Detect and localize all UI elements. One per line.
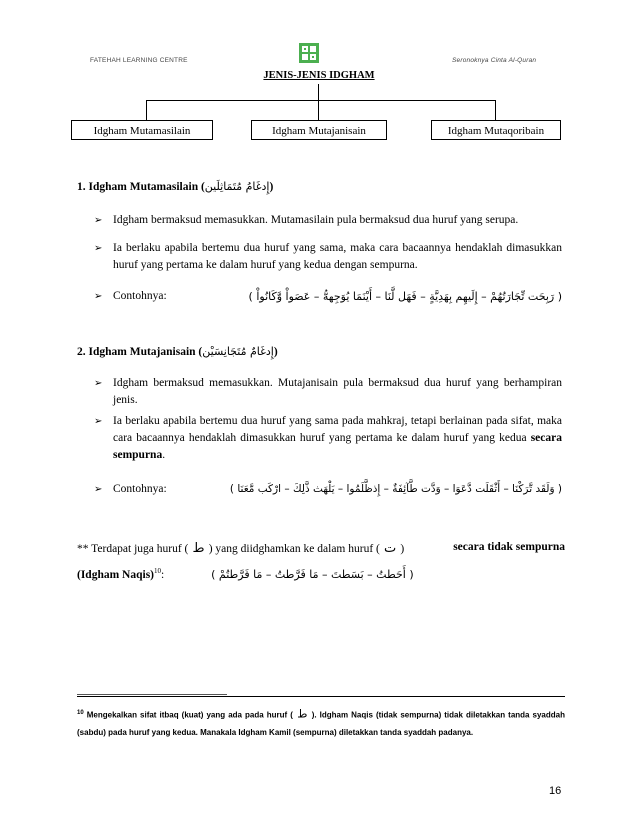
section2-bullet-3 xyxy=(94,481,562,498)
tree-box-mutaqoribain: Idgham Mutaqoribain xyxy=(431,120,561,140)
section2-bullet-2-text xyxy=(113,413,562,464)
arrow-bullet-icon: ➢ xyxy=(94,484,103,495)
naqis-note-line1 xyxy=(77,541,565,556)
section1-heading-label: 1. Idgham Mutamasilain ( xyxy=(77,181,205,193)
naqis-note-line2 xyxy=(77,567,414,581)
naqis-note-text xyxy=(77,541,404,556)
section1-bullet-1 xyxy=(94,212,562,229)
footnote-ref: 10 xyxy=(154,567,162,575)
tree-drop-right xyxy=(495,100,496,120)
section1-example-label: Contohnya: xyxy=(113,290,167,302)
section1-example-arabic: ( رَبِحَت تِّجَارَتُهُمْ – إِلَيهِم بِهَدِيَّةٍ – فَهَل لَّنَا – أَيْنَمَا يُوَجِههُّ – عَصَواْ وَّكَانُواْ ) xyxy=(248,290,562,303)
section2-bullet-2-post: . xyxy=(162,449,166,461)
naqis-note-mid2: ) xyxy=(400,543,405,555)
section1-heading-arabic: إِدغَامُ مُتَمَاثِلَين xyxy=(204,180,270,193)
footnote-separator xyxy=(77,694,227,695)
section2-example-arabic: ( وَلَقَد تَّرَكْنَا – أَثْقَلَت دَّعَوَا – وَدَّت طَّآئِفَةٌ – إِذظَّلَمُوا – يَلْهَث ذَّلِكَ – ارْكَب مَّعَنَا ) xyxy=(229,483,562,495)
section2-heading-close: ) xyxy=(273,346,278,358)
naqis-note-bold: secara tidak sempurna xyxy=(453,541,565,553)
section2-bullet-2 xyxy=(94,413,562,464)
section2-bullet-1-text: Idgham bermaksud memasukkan. Mutajanisain pula bermaksud dua huruf yang berhampiran jenis. xyxy=(113,377,562,406)
arrow-bullet-icon: ➢ xyxy=(94,215,103,226)
section1-heading-close: ) xyxy=(269,181,274,193)
tree-drop-left xyxy=(146,100,147,120)
arrow-bullet-icon: ➢ xyxy=(94,416,103,427)
section2-bullet-2-bold: secara sempurna xyxy=(113,432,562,461)
naqis-note-mid: ) yang diidghamkan ke dalam huruf ( xyxy=(208,543,380,555)
footnote-huruf: ط xyxy=(292,707,312,721)
header-left: FATEHAH LEARNING CENTRE xyxy=(90,57,188,64)
page-title: JENIS-JENIS IDGHAM xyxy=(263,70,375,81)
section2-heading-label: 2. Idgham Mutajanisain ( xyxy=(77,346,203,358)
naqis-example-arabic: ( أَحَطتُ – بَسَطتَ – مَا فَرَّطتُ – مَا فَرَّطتُمْ ) xyxy=(211,567,414,581)
header-right: Seronoknya Cinta Al-Quran xyxy=(452,57,537,64)
naqis-label-colon: : xyxy=(161,568,165,581)
section2-bullet-1 xyxy=(94,375,562,409)
naqis-note-pre: ** Terdapat juga huruf ( xyxy=(77,543,189,555)
section2-heading xyxy=(77,345,278,358)
naqis-label xyxy=(77,569,154,581)
naqis-label-text: (Idgham Naqis) xyxy=(77,568,155,581)
tree-box-mutamasilain: Idgham Mutamasilain xyxy=(71,120,213,140)
huruf-tha: ط xyxy=(188,541,209,556)
section1-bullet-3 xyxy=(94,288,562,305)
arrow-bullet-icon: ➢ xyxy=(94,291,103,302)
tree-box-mutajanisain: Idgham Mutajanisain xyxy=(251,120,387,140)
section1-bullet-2 xyxy=(94,240,562,274)
section2-bullet-2-pre: Ia berlaku apabila bertemu dua huruf yang sama pada mahkraj, tetapi berlainan pada sifat, maka cara bacaannya hendaklah dimasukkan huruf yang pertama ke dalam huruf yang kedua xyxy=(113,415,562,444)
fatehah-logo xyxy=(298,42,320,64)
footnote xyxy=(77,705,565,741)
footnote-number: 10 xyxy=(77,710,84,716)
tree-stem xyxy=(318,84,319,101)
arrow-bullet-icon: ➢ xyxy=(94,243,103,254)
section1-heading xyxy=(77,180,273,193)
arrow-bullet-icon: ➢ xyxy=(94,378,103,389)
footnote-text-pre: Mengekalkan sifat itbaq (kuat) yang ada pada huruf ( xyxy=(83,710,293,720)
footnote-rule xyxy=(77,696,565,697)
tree-crossbar xyxy=(146,100,495,101)
tree-drop-mid xyxy=(318,100,319,120)
page-number: 16 xyxy=(549,785,562,797)
huruf-ta: ت xyxy=(379,541,401,556)
footnote-text-post: ). Idgham Naqis (tidak sempurna) tidak diletakkan tanda syaddah (sabdu) pada huruf yang kedua. Manakala Idgham Kamil (sempurna) diletakkan tanda syaddah padanya. xyxy=(77,710,565,737)
section1-bullet-2-text: Ia berlaku apabila bertemu dua huruf yang sama, maka cara bacaannya hendaklah dimasukkan huruf yang pertama ke dalam huruf yang kedua dengan sempurna. xyxy=(113,242,562,271)
section2-example-label: Contohnya: xyxy=(113,483,167,495)
section1-bullet-1-text: Idgham bermaksud memasukkan. Mutamasilain pula bermaksud dua huruf yang serupa. xyxy=(113,214,519,226)
section2-heading-arabic: إِدغَامٌ مُتَجَانِسَيْن xyxy=(202,345,274,358)
